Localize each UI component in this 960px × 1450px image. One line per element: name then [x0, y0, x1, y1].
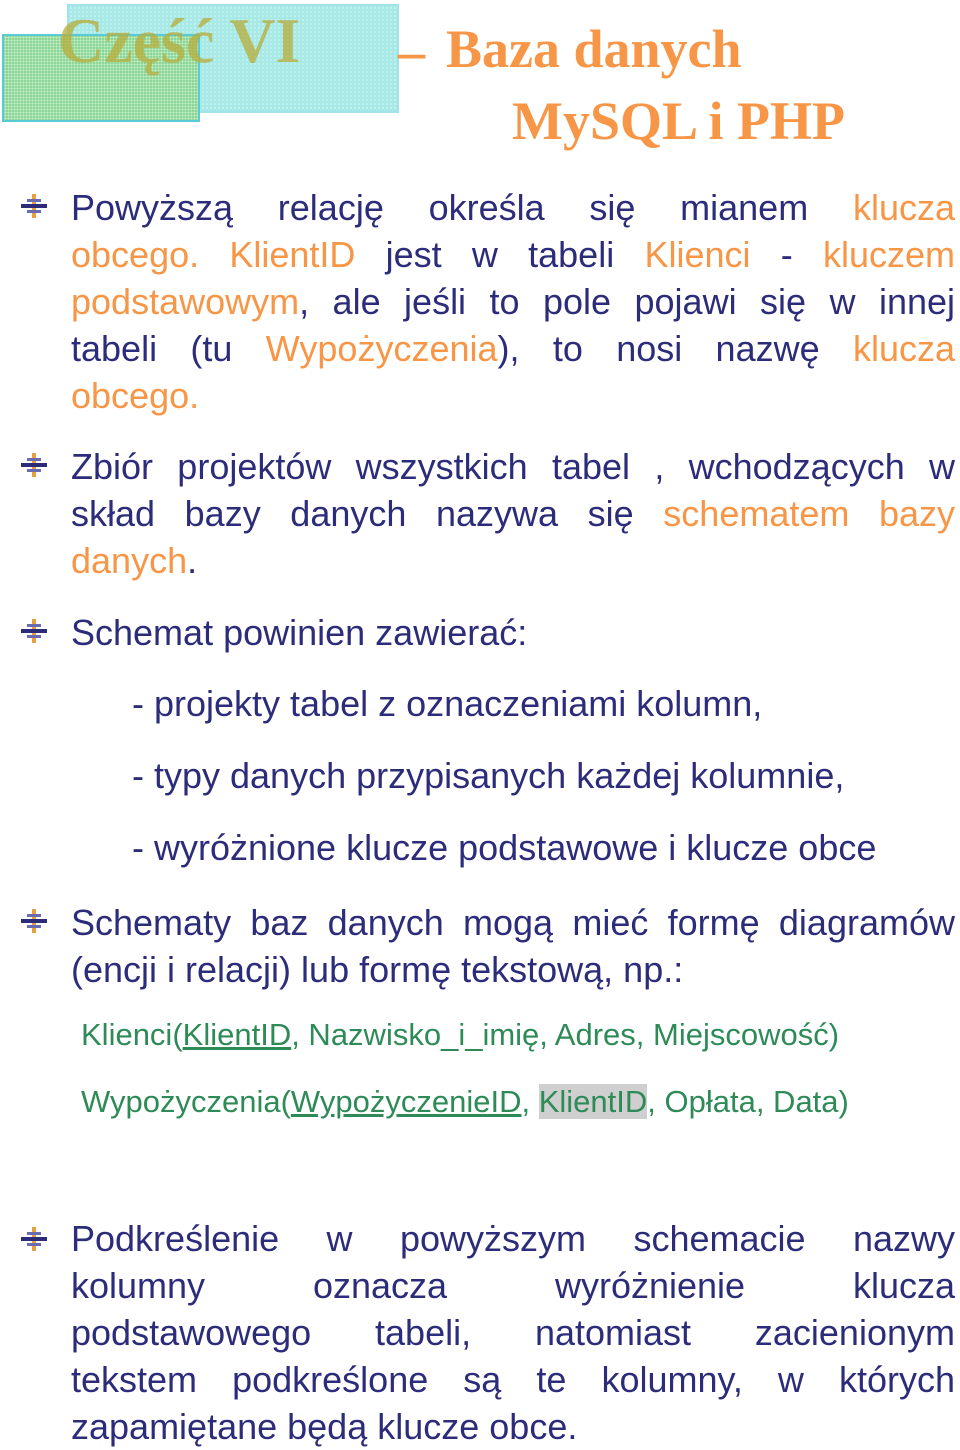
title-part: Część VI: [58, 5, 301, 76]
schema-item: - typy danych przypisanych każdej kolumnie,: [132, 755, 845, 796]
p5-line: kolumny oznacza wyróżnienie klucza: [71, 1265, 955, 1306]
highlighted-term: podstawowym: [71, 281, 300, 322]
bullet-icon: [19, 907, 49, 935]
highlighted-term: obcego.: [71, 234, 200, 275]
highlighted-term: KlientID: [229, 234, 356, 275]
text-run: tabeli (tu: [71, 328, 266, 369]
schema-item: - wyróżnione klucze podstawowe i klucze obce: [132, 827, 877, 868]
title-line-1: Baza danych: [446, 19, 742, 79]
p5-line: Podkreślenie w powyższym schemacie nazwy: [71, 1218, 955, 1259]
paragraph-schema-definition: [71, 443, 955, 584]
schema-klienci: [81, 1017, 839, 1053]
p1-line: [71, 372, 955, 419]
highlighted-term: Wypożyczenia: [265, 328, 498, 369]
highlighted-term: kluczem: [822, 234, 955, 275]
highlighted-term: obcego.: [71, 375, 200, 416]
schema-columns: , Nazwisko_i_imię, Adres, Miejscowość): [291, 1017, 840, 1052]
p1-line: [71, 278, 955, 325]
title-dash: –: [398, 21, 425, 81]
p2-line: [71, 490, 955, 537]
p5-line: zapamiętane będą klucze obce.: [71, 1406, 578, 1447]
foreign-key-column: KlientID: [538, 1084, 648, 1119]
primary-key-column: KlientID: [182, 1017, 292, 1052]
text-run: .: [187, 540, 198, 581]
schema-table-name: Wypożyczenia(: [81, 1084, 291, 1119]
bullet-icon: [19, 1225, 49, 1253]
p3-line: Schemat powinien zawierać:: [71, 612, 528, 653]
primary-key-column: WypożyczenieID: [290, 1084, 522, 1119]
highlighted-term: klucza: [852, 328, 955, 369]
text-run: , ale jeśli to pole pojawi się w innej: [299, 281, 955, 322]
highlighted-term: klucza: [852, 187, 955, 228]
p4-line: (encji i relacji) lub formę tekstową, np.:: [71, 949, 684, 990]
schema-columns: , Opłata, Data): [647, 1084, 849, 1119]
text-run: skład bazy danych nazywa się: [71, 493, 664, 534]
title-line-2: MySQL i PHP: [512, 91, 846, 151]
p1-line: [71, 325, 955, 372]
p1-line: [71, 231, 955, 278]
paragraph-foreign-key: [71, 184, 955, 419]
bullet-icon: [19, 617, 49, 645]
bullet-icon: [19, 192, 49, 220]
text-run: Powyższą relację określa się mianem: [71, 187, 853, 228]
text-run: jest w tabeli: [355, 234, 645, 275]
schema-item: - projekty tabel z oznaczeniami kolumn,: [132, 683, 763, 724]
paragraph-underline-meaning: [71, 1215, 955, 1450]
p4-line: Schematy baz danych mogą mieć formę diagramów: [71, 902, 955, 943]
p2-line: [71, 537, 955, 584]
paragraph-schema-contents: [71, 609, 955, 656]
p1-line: [71, 184, 955, 231]
schema-wypozyczenia: [81, 1084, 849, 1120]
text-run: Zbiór projektów wszystkich tabel , wchodzących w: [71, 446, 955, 487]
text-run: ), to nosi nazwę: [497, 328, 853, 369]
text-run: -: [750, 234, 823, 275]
paragraph-schema-forms: [71, 899, 955, 993]
p5-line: podstawowego tabeli, natomiast zacienionym: [71, 1312, 955, 1353]
p5-line: tekstem podkreślone są te kolumny, w których: [71, 1359, 955, 1400]
p2-line: [71, 443, 955, 490]
highlighted-term: danych: [71, 540, 188, 581]
highlighted-term: schematem bazy: [663, 493, 956, 534]
text-run: [199, 234, 229, 275]
bullet-icon: [19, 451, 49, 479]
schema-separator: ,: [521, 1084, 539, 1119]
schema-table-name: Klienci(: [81, 1017, 183, 1052]
highlighted-term: Klienci: [644, 234, 751, 275]
